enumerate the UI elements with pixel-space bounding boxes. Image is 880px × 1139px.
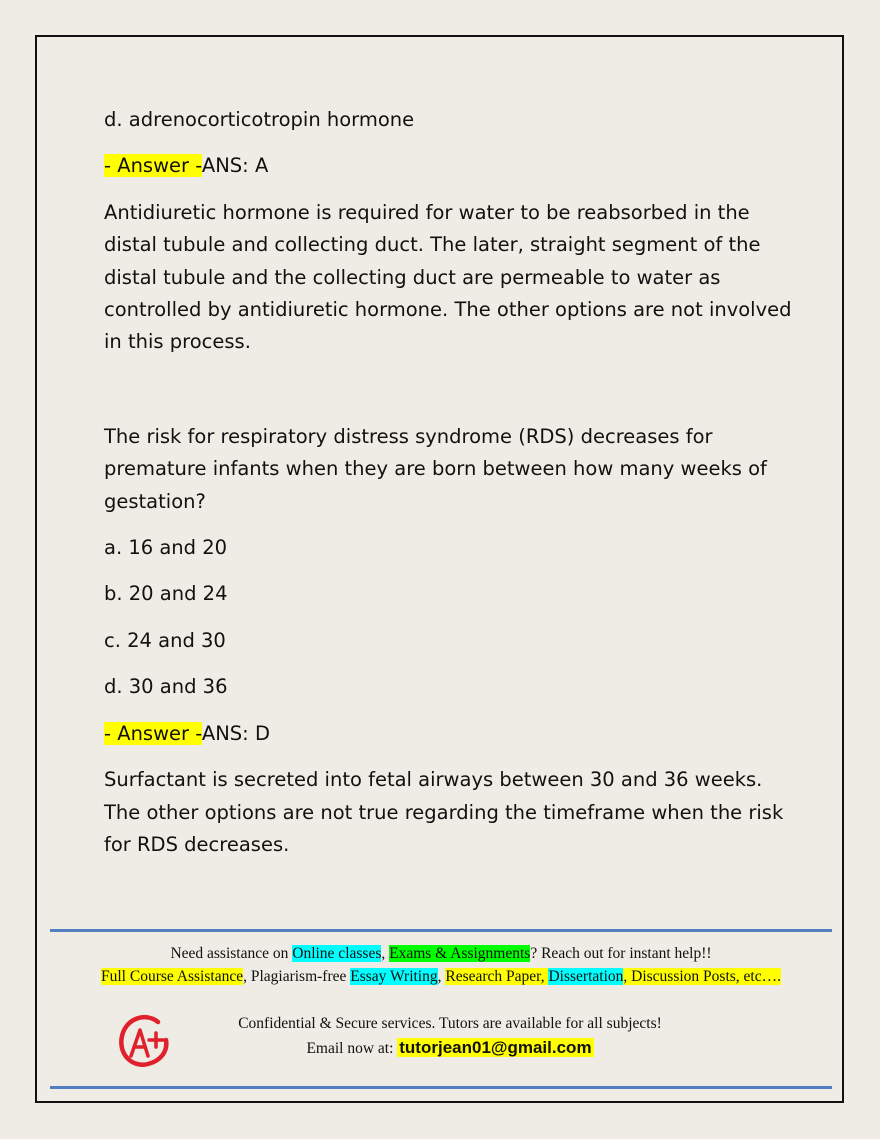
option-b: b. 20 and 24 (104, 582, 228, 606)
document-body (104, 104, 794, 875)
footer-rule-top (50, 929, 832, 932)
essay-writing-highlight: Essay Writing (350, 968, 438, 985)
answer-value-1: ANS: A (201, 154, 269, 178)
question-2: The risk for respiratory distress syndrome (RDS) decreases for premature infants when they are born between how many weeks of gestation? (104, 424, 767, 513)
answer-line-1 (104, 150, 794, 182)
footer-rule-bottom (50, 1086, 832, 1089)
option-a: a. 16 and 20 (104, 536, 228, 560)
footer-line-2 (50, 968, 832, 986)
option-c: c. 24 and 30 (104, 628, 226, 652)
answer-line-2 (104, 718, 794, 750)
rationale-1: Antidiuretic hormone is required for water to be reabsorbed in the distal tubule and collecting duct. The later, straight segment of the distal tubule and the collecting duct are permeable to water as controlled by antidiuretic hormone. The other options are not involved in this process. (104, 200, 792, 354)
option-d: d. 30 and 36 (104, 675, 228, 699)
answer-label-2: - Answer - (104, 721, 202, 745)
footer-text: Need assistance on (170, 945, 293, 962)
email-label: Email now at: (306, 1040, 398, 1057)
rationale-2: Surfactant is secreted into fetal airways between 30 and 36 weeks. The other options are not true regarding the timeframe when the risk for RDS decreases. (104, 768, 784, 856)
dissertation-highlight: Dissertation (548, 968, 624, 985)
email-link[interactable]: tutorjean01@gmail.com (399, 1038, 592, 1057)
footer-text: , Plagiarism-free (243, 968, 351, 985)
footer-line-4 (190, 1038, 710, 1058)
footer-line-1 (50, 945, 832, 963)
footer-line-3: Confidential & Secure services. Tutors are available for all subjects! (238, 1015, 662, 1032)
section-gap (104, 373, 794, 421)
answer-label-1: - Answer - (104, 154, 202, 178)
discussion-posts-highlight: , Discussion Posts, etc…. (623, 968, 781, 985)
research-paper-highlight: Research Paper, (445, 968, 549, 985)
exams-assignments-highlight: Exams & Assignments (389, 945, 531, 962)
full-course-highlight: Full Course Assistance (101, 968, 244, 985)
online-classes-highlight: Online classes (292, 945, 382, 962)
a-plus-logo-icon (116, 1012, 172, 1070)
footer-text: , (437, 968, 446, 985)
footer-text: , (381, 945, 390, 962)
option-d-previous: d. adrenocorticotropin hormone (104, 108, 415, 131)
answer-value-2: ANS: D (201, 721, 270, 745)
footer-text: ? Reach out for instant help!! (530, 945, 712, 962)
